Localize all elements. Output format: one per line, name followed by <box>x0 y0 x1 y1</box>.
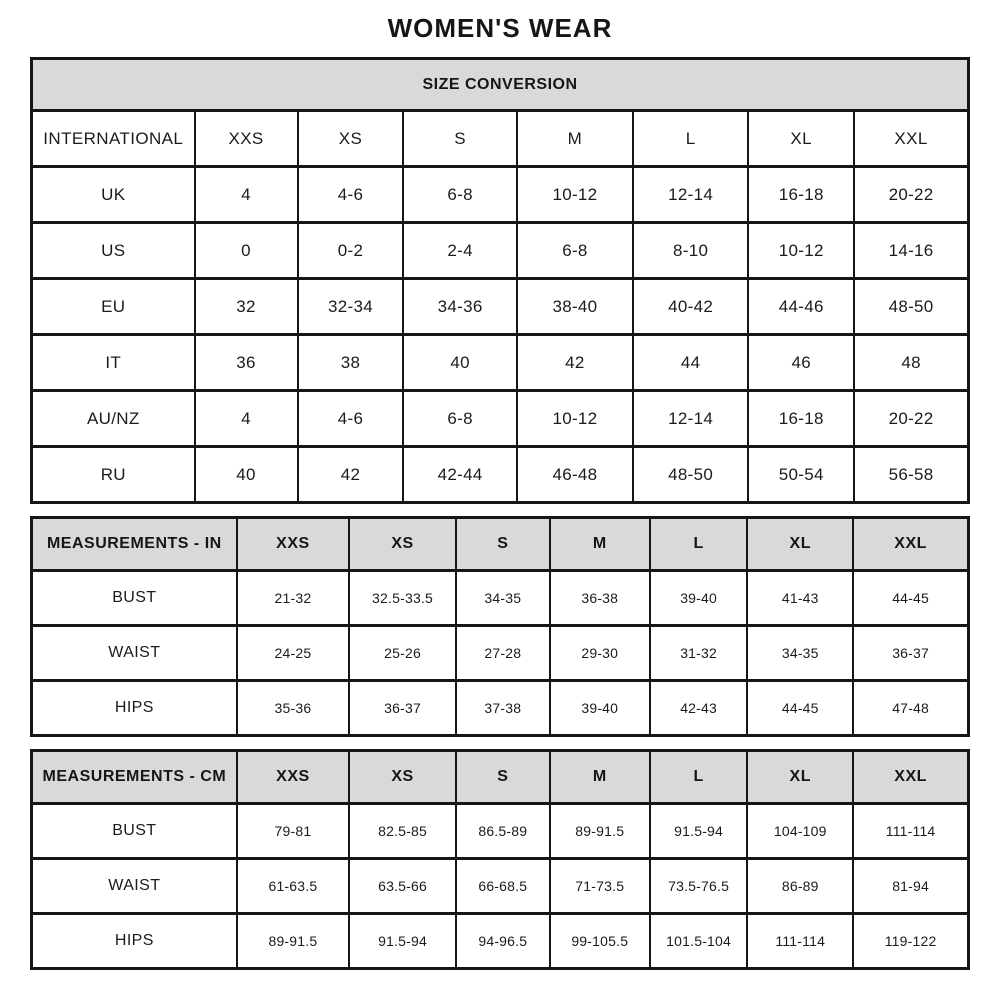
column-header-l: L <box>650 751 747 804</box>
column-header-xxs: XXS <box>237 751 349 804</box>
measure-cell: 63.5-66 <box>349 859 456 914</box>
table-row <box>32 571 969 626</box>
size-cell: 42-44 <box>403 447 516 503</box>
measurements-cm-table <box>30 749 970 970</box>
measure-cell: 91.5-94 <box>349 914 456 969</box>
size-conversion-table <box>30 57 970 504</box>
measure-cell: 81-94 <box>853 859 968 914</box>
column-header-international: INTERNATIONAL <box>32 111 195 167</box>
measure-cell: 29-30 <box>550 626 650 681</box>
measure-cell: 39-40 <box>550 681 650 736</box>
size-cell: 42 <box>298 447 404 503</box>
size-cell: 32 <box>195 279 298 335</box>
row-label-it: IT <box>32 335 195 391</box>
size-cell: 32-34 <box>298 279 404 335</box>
size-cell: 40 <box>403 335 516 391</box>
measure-cell: 39-40 <box>650 571 747 626</box>
measure-cell: 99-105.5 <box>550 914 650 969</box>
measure-cell: 104-109 <box>747 804 853 859</box>
size-cell: 20-22 <box>854 391 968 447</box>
size-cell: 6-8 <box>517 223 633 279</box>
measure-cell: 37-38 <box>456 681 550 736</box>
size-cell: 20-22 <box>854 167 968 223</box>
measure-cell: 111-114 <box>853 804 968 859</box>
table-row <box>32 111 969 167</box>
measure-cell: 47-48 <box>853 681 968 736</box>
measure-cell: 111-114 <box>747 914 853 969</box>
table-row <box>32 167 969 223</box>
table-row <box>32 223 969 279</box>
size-cell: 46 <box>748 335 854 391</box>
row-label-bust: BUST <box>32 571 237 626</box>
row-label-uk: UK <box>32 167 195 223</box>
column-header-m: M <box>550 751 650 804</box>
measure-cell: 82.5-85 <box>349 804 456 859</box>
column-header-s: S <box>456 518 550 571</box>
size-cell: 38-40 <box>517 279 633 335</box>
size-cell: 38 <box>298 335 404 391</box>
size-cell: 48-50 <box>854 279 968 335</box>
size-cell: 48-50 <box>633 447 748 503</box>
table-row <box>32 804 969 859</box>
measure-cell: 73.5-76.5 <box>650 859 747 914</box>
size-cell: 34-36 <box>403 279 516 335</box>
row-label-ru: RU <box>32 447 195 503</box>
column-header-m: M <box>550 518 650 571</box>
size-cell: 6-8 <box>403 391 516 447</box>
row-label-us: US <box>32 223 195 279</box>
size-cell: 10-12 <box>517 391 633 447</box>
column-header-l: L <box>633 111 748 167</box>
measure-cell: 31-32 <box>650 626 747 681</box>
measure-cell: 35-36 <box>237 681 349 736</box>
size-cell: 2-4 <box>403 223 516 279</box>
size-cell: 46-48 <box>517 447 633 503</box>
column-header-s: S <box>456 751 550 804</box>
size-cell: 0 <box>195 223 298 279</box>
measure-cell: 34-35 <box>747 626 853 681</box>
table-row <box>32 279 969 335</box>
measure-cell: 119-122 <box>853 914 968 969</box>
size-cell: 4 <box>195 167 298 223</box>
size-cell: 36 <box>195 335 298 391</box>
measure-cell: 34-35 <box>456 571 550 626</box>
column-header-xs: XS <box>349 518 456 571</box>
measure-cell: 41-43 <box>747 571 853 626</box>
column-header-xl: XL <box>747 751 853 804</box>
table-row <box>32 751 969 804</box>
table-row <box>32 681 969 736</box>
measure-cell: 91.5-94 <box>650 804 747 859</box>
measure-cell: 86-89 <box>747 859 853 914</box>
measure-cell: 71-73.5 <box>550 859 650 914</box>
table-row <box>32 859 969 914</box>
row-label-waist: WAIST <box>32 626 237 681</box>
measure-cell: 66-68.5 <box>456 859 550 914</box>
measure-cell: 44-45 <box>747 681 853 736</box>
measure-cell: 42-43 <box>650 681 747 736</box>
table-row <box>32 518 969 571</box>
column-header-xxs: XXS <box>195 111 298 167</box>
measure-cell: 24-25 <box>237 626 349 681</box>
column-header-xxl: XXL <box>853 751 968 804</box>
table-row <box>32 914 969 969</box>
size-cell: 40 <box>195 447 298 503</box>
measure-cell: 21-32 <box>237 571 349 626</box>
column-header-xxs: XXS <box>237 518 349 571</box>
size-cell: 6-8 <box>403 167 516 223</box>
size-cell: 44 <box>633 335 748 391</box>
size-cell: 4-6 <box>298 167 404 223</box>
column-header-xs: XS <box>298 111 404 167</box>
column-header-xs: XS <box>349 751 456 804</box>
measure-cell: 61-63.5 <box>237 859 349 914</box>
size-cell: 10-12 <box>517 167 633 223</box>
size-cell: 56-58 <box>854 447 968 503</box>
size-cell: 14-16 <box>854 223 968 279</box>
row-label-bust: BUST <box>32 804 237 859</box>
table-row <box>32 59 969 111</box>
size-conversion-title: SIZE CONVERSION <box>32 59 969 111</box>
row-label-eu: EU <box>32 279 195 335</box>
column-header-m: M <box>517 111 633 167</box>
measure-cell: 25-26 <box>349 626 456 681</box>
measure-cell: 32.5-33.5 <box>349 571 456 626</box>
size-cell: 8-10 <box>633 223 748 279</box>
measurements-in-table <box>30 516 970 737</box>
table-row <box>32 335 969 391</box>
size-cell: 0-2 <box>298 223 404 279</box>
measure-cell: 89-91.5 <box>237 914 349 969</box>
measure-cell: 89-91.5 <box>550 804 650 859</box>
table-row <box>32 626 969 681</box>
size-cell: 4-6 <box>298 391 404 447</box>
measure-cell: 101.5-104 <box>650 914 747 969</box>
measurements-in-title: MEASUREMENTS - IN <box>32 518 237 571</box>
size-cell: 12-14 <box>633 391 748 447</box>
measure-cell: 27-28 <box>456 626 550 681</box>
row-label-hips: HIPS <box>32 681 237 736</box>
column-header-xl: XL <box>748 111 854 167</box>
measure-cell: 36-37 <box>853 626 968 681</box>
column-header-xl: XL <box>747 518 853 571</box>
table-row <box>32 391 969 447</box>
size-cell: 48 <box>854 335 968 391</box>
size-cell: 40-42 <box>633 279 748 335</box>
column-header-xxl: XXL <box>853 518 968 571</box>
size-cell: 12-14 <box>633 167 748 223</box>
column-header-s: S <box>403 111 516 167</box>
row-label-aunz: AU/NZ <box>32 391 195 447</box>
size-cell: 50-54 <box>748 447 854 503</box>
size-cell: 44-46 <box>748 279 854 335</box>
measure-cell: 86.5-89 <box>456 804 550 859</box>
size-cell: 42 <box>517 335 633 391</box>
measure-cell: 94-96.5 <box>456 914 550 969</box>
row-label-waist: WAIST <box>32 859 237 914</box>
measure-cell: 44-45 <box>853 571 968 626</box>
row-label-hips: HIPS <box>32 914 237 969</box>
page-title: WOMEN'S WEAR <box>387 13 613 43</box>
measure-cell: 36-37 <box>349 681 456 736</box>
size-cell: 4 <box>195 391 298 447</box>
size-cell: 16-18 <box>748 167 854 223</box>
column-header-xxl: XXL <box>854 111 968 167</box>
measure-cell: 79-81 <box>237 804 349 859</box>
measurements-cm-title: MEASUREMENTS - CM <box>32 751 237 804</box>
column-header-l: L <box>650 518 747 571</box>
size-cell: 10-12 <box>748 223 854 279</box>
measure-cell: 36-38 <box>550 571 650 626</box>
table-row <box>32 447 969 503</box>
size-cell: 16-18 <box>748 391 854 447</box>
